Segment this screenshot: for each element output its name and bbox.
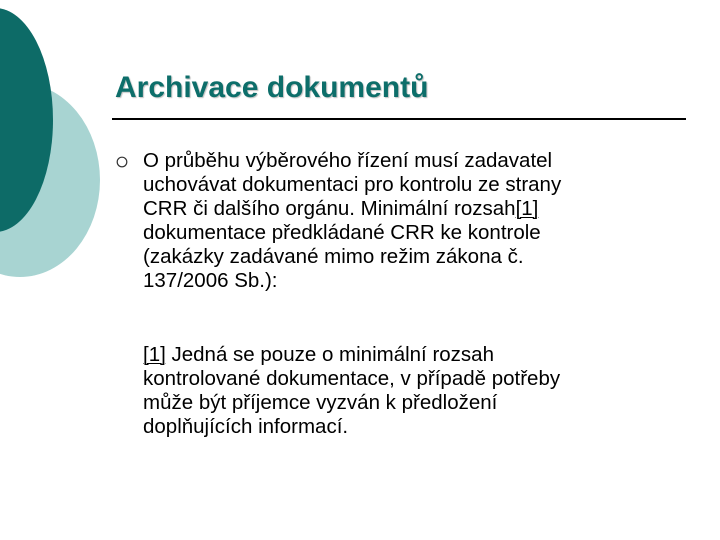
footnote-reference-link[interactable]: [1] bbox=[515, 197, 539, 220]
paragraph-line: 137/2006 Sb.): bbox=[143, 269, 278, 292]
title-underline bbox=[112, 118, 686, 120]
footnote-marker-link[interactable]: [1] bbox=[143, 343, 166, 366]
paragraph-line: O průběhu výběrového řízení musí zadavatel bbox=[143, 149, 553, 172]
paragraph-line: dokumentace předkládané CRR ke kontrole bbox=[143, 221, 541, 244]
paragraph-line bbox=[143, 197, 673, 221]
footnote-line-text: Jedná se pouze o minimální rozsah bbox=[165, 343, 494, 366]
footnote-line: může být příjemce vyzván k předložení bbox=[143, 391, 498, 414]
slide-decoration bbox=[0, 0, 120, 300]
hollow-circle-bullet-icon bbox=[116, 156, 128, 168]
paragraph-line-text: CRR či dalšího orgánu. Minimální rozsah bbox=[143, 197, 516, 220]
paragraph-line: uchovávat dokumentaci pro kontrolu ze strany bbox=[143, 173, 562, 196]
footnote-line: doplňujících informací. bbox=[143, 415, 349, 438]
footnote-line bbox=[143, 343, 673, 367]
main-paragraph bbox=[143, 149, 673, 293]
slide-title: Archivace dokumentů bbox=[115, 71, 429, 104]
footnote-paragraph bbox=[143, 343, 673, 439]
paragraph-line: (zakázky zadávané mimo režim zákona č. bbox=[143, 245, 524, 268]
footnote-line: kontrolované dokumentace, v případě potřeby bbox=[143, 367, 561, 390]
